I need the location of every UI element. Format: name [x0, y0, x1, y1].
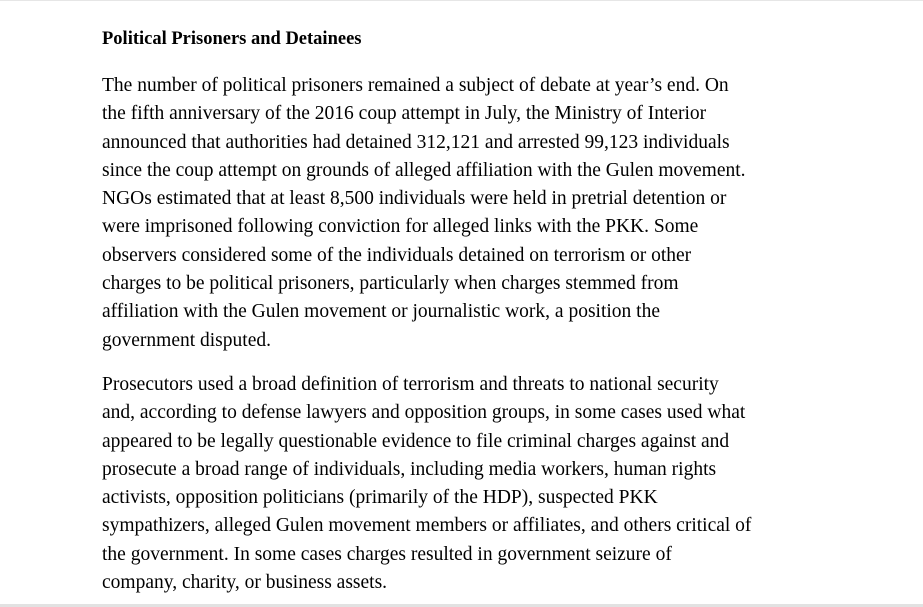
- paragraph-line: charges to be political prisoners, particularly when charges stemmed from: [102, 273, 679, 295]
- section-heading: Political Prisoners and Detainees: [102, 29, 362, 49]
- paragraph-line: appeared to be legally questionable evidence to file criminal charges against and: [102, 430, 730, 452]
- paragraph-line: announced that authorities had detained 312,121 and arrested 99,123 individuals: [102, 131, 730, 153]
- paragraph-line: prosecute a broad range of individuals, including media workers, human rights: [102, 458, 717, 480]
- paragraph-line: the government. In some cases charges resulted in government seizure of: [102, 543, 672, 565]
- paragraph-line: The number of political prisoners remained a subject of debate at year’s end. On: [102, 75, 729, 96]
- paragraph-line: observers considered some of the individuals detained on terrorism or other: [102, 244, 692, 266]
- paragraph-political-prisoners: [102, 72, 746, 355]
- paragraph-line: and, according to defense lawyers and opposition groups, in some cases used what: [102, 402, 746, 424]
- paragraph-line: government disputed.: [102, 329, 271, 351]
- paragraph-line: since the coup attempt on grounds of alleged affiliation with the Gulen movement.: [102, 159, 746, 181]
- paragraph-line: were imprisoned following conviction for alleged links with the PKK. Some: [102, 216, 699, 238]
- paragraph-line: Prosecutors used a broad definition of terrorism and threats to national security: [102, 374, 719, 395]
- paragraph-prosecutors: [102, 371, 751, 597]
- paragraph-line: sympathizers, alleged Gulen movement members or affiliates, and others critical of: [102, 515, 752, 537]
- paragraph-line: NGOs estimated that at least 8,500 individuals were held in pretrial detention or: [102, 188, 727, 210]
- paragraph-line: affiliation with the Gulen movement or journalistic work, a position the: [102, 301, 660, 323]
- paragraph-line: the fifth anniversary of the 2016 coup attempt in July, the Ministry of Interior: [102, 103, 707, 125]
- paragraph-line: activists, opposition politicians (primarily of the HDP), suspected PKK: [102, 487, 658, 509]
- paragraph-line: company, charity, or business assets.: [102, 572, 388, 594]
